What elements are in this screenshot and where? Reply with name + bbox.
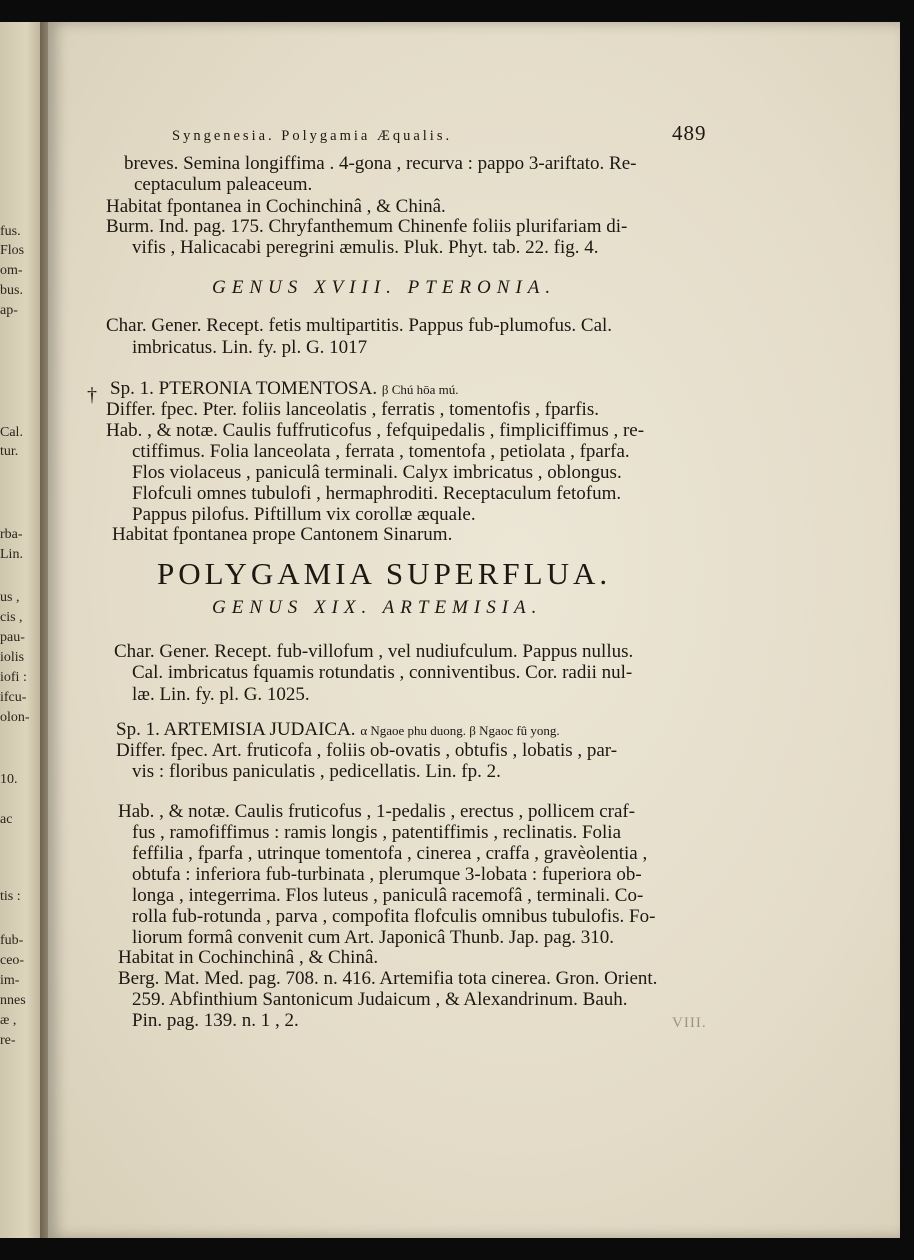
text-line: ceptaculum paleaceum. [134,174,313,195]
facing-page-edge [0,22,44,1238]
facing-page-fragment: 10. [0,772,18,787]
facing-page-fragment: re- [0,1033,16,1048]
facing-page-fragment: rba- [0,527,23,542]
facing-page-fragment: tur. [0,444,19,459]
species-name: Sp. 1. ARTEMISIA JUDAICA. [116,719,356,740]
facing-page-fragment: cis , [0,610,23,625]
text-line: Char. Gener. Recept. fub-villofum , vel nudiufculum. Pappus nullus. [114,641,634,662]
facing-page-fragment: nnes [0,993,26,1008]
text-line: vis : floribus paniculatis , pedicellatis. Lin. fp. 2. [132,761,501,782]
facing-page-fragment: iolis [0,650,25,665]
facing-page-fragment: iofi : [0,670,27,685]
vernacular-name: α Ngaoe phu duong. β Ngaoc fû yong. [360,723,560,738]
genus-heading-18: GENUS XVIII. PTERONIA. [212,277,557,298]
text-line: obtufa : inferiora fub-turbinata , plerumque 3-lobata : fuperiora ob- [132,864,642,885]
text-line: longa , integerrima. Flos luteus , paniculâ racemofâ , terminali. Co- [132,885,644,906]
facing-page-fragment: olon- [0,710,30,725]
text-line: Differ. fpec. Pter. foliis lanceolatis , ferratis , tomentofis , fparfis. [106,399,599,420]
text-line: feffilia , fparfa , utrinque tomentofa , cinerea , craffa , gravèolentia , [132,843,648,864]
text-line: læ. Lin. fy. pl. G. 1025. [132,684,310,705]
text-line: Char. Gener. Recept. fetis multipartitis. Pappus fub-plumofus. Cal. [106,315,613,336]
facing-page-fragment: Cal. [0,425,23,440]
genus-heading-19: GENUS XIX. ARTEMISIA. [212,597,543,618]
facing-page-fragment: Lin. [0,547,23,562]
section-title: POLYGAMIA SUPERFLUA. [157,556,612,591]
text-line: ctiffimus. Folia lanceolata , ferrata , tomentofa , petiolata , fparfa. [132,441,630,462]
text-line: fus , ramofiffimus : ramis longis , patentiffimis , reclinatis. Folia [132,822,622,843]
facing-page-fragment: ac [0,812,13,827]
facing-page-fragment: tis : [0,889,21,904]
facing-page-fragment: om- [0,263,23,278]
text-line: imbricatus. Lin. fy. pl. G. 1017 [132,337,368,358]
text-line: rolla fub-rotunda , parva , compofita flofculis omnibus tubulofis. Fo- [132,906,656,927]
text-line: Differ. fpec. Art. fruticofa , foliis ob-ovatis , obtufis , lobatis , par- [116,740,618,761]
facing-page-fragment: fus. [0,224,21,239]
text-line: Flos violaceus , paniculâ terminali. Calyx imbricatus , oblongus. [132,462,622,483]
species-name: Sp. 1. PTERONIA TOMENTOSA. [110,378,378,399]
facing-page-fragment: us , [0,590,20,605]
facing-page-fragment: ceo- [0,953,25,968]
text-line: Flofculi omnes tubulofi , hermaphroditi. Receptaculum fetofum. [132,483,622,504]
text-line: Habitat fpontanea in Cochinchinâ , & Chinâ. [106,196,446,217]
text-line: Habitat fpontanea prope Cantonem Sinarum. [112,524,453,545]
species-heading-artemisia [116,719,560,741]
facing-page-fragment: Flos [0,243,25,258]
page-number: 489 [672,121,707,145]
facing-page-fragment: fub- [0,933,24,948]
species-heading-pteronia [110,378,459,400]
text-line: vifis , Halicacabi peregrini æmulis. Pluk. Phyt. tab. 22. fig. 4. [132,237,599,258]
catchword: VIII. [672,1015,707,1031]
facing-page-fragment: æ , [0,1013,17,1028]
text-line: Berg. Mat. Med. pag. 708. n. 416. Artemifia tota cinerea. Gron. Orient. [118,968,658,989]
text-line: Hab. , & notæ. Caulis fuffruticofus , fefquipedalis , fimpliciffimus , re- [106,420,645,441]
text-line: Hab. , & notæ. Caulis fruticofus , 1-pedalis , erectus , pollicem craf- [118,801,636,822]
facing-page-fragment: im- [0,973,20,988]
text-line: Habitat in Cochinchinâ , & Chinâ. [118,947,379,968]
vernacular-name: β Chú hōa mú. [381,382,459,397]
facing-page-fragment: pau- [0,630,25,645]
text-line: 259. Abfinthium Santonicum Judaicum , & Alexandrinum. Bauh. [132,989,628,1010]
text-line: Pin. pag. 139. n. 1 , 2. [132,1010,299,1031]
text-line: breves. Semina longiffima . 4-gona , recurva : pappo 3-ariftato. Re- [124,153,637,174]
text-line: Pappus pilofus. Piftillum vix corollæ æquale. [132,504,476,525]
facing-page-fragment: ap- [0,303,18,318]
facing-page-fragment: ifcu- [0,690,27,705]
text-line: Cal. imbricatus fquamis rotundatis , conniventibus. Cor. radii nul- [132,662,633,683]
facing-page-fragment: bus. [0,283,23,298]
running-head: Syngenesia. Polygamia Æqualis. [172,128,453,144]
text-line: liorum formâ convenit cum Art. Japonicâ Thunb. Jap. pag. 310. [132,927,614,948]
dagger-mark: † [87,384,97,406]
text-line: Burm. Ind. pag. 175. Chryfanthemum Chinenfe foliis plurifariam di- [106,216,628,237]
